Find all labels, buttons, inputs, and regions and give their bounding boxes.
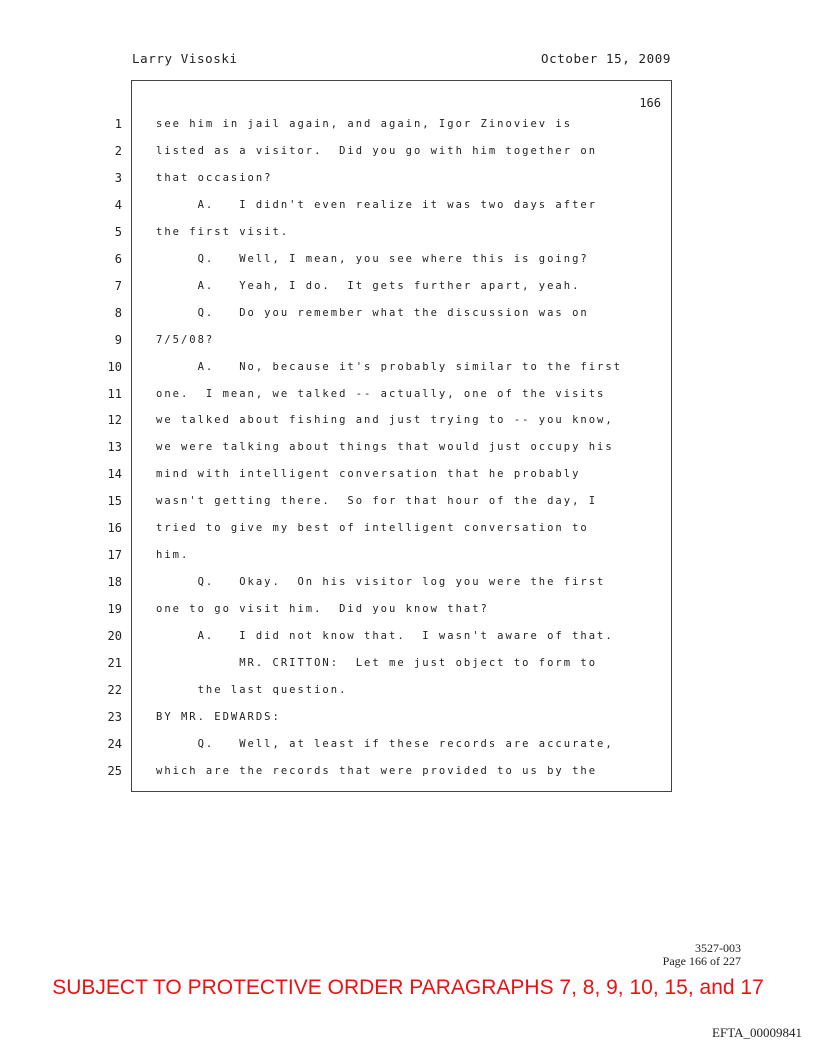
line-number: 2: [114, 143, 122, 158]
transcript-line: see him in jail again, and again, Igor Zinoviev is: [156, 118, 573, 130]
transcript-line: the last question.: [156, 683, 348, 696]
footer-document-id: [663, 942, 741, 968]
line-number: 23: [107, 709, 122, 724]
transcript-line: the first visit.: [156, 225, 290, 238]
page-header: [132, 51, 671, 66]
transcript-line: him.: [156, 549, 190, 562]
page-count-label: Page 166 of 227: [662, 954, 741, 968]
line-number: 10: [107, 359, 122, 374]
line-number: 25: [107, 763, 122, 778]
line-number: 21: [107, 656, 122, 670]
transcript-line: A. Yeah, I do. It gets further apart, yeah.: [156, 279, 581, 292]
line-number: 11: [107, 386, 122, 401]
transcript-line: BY MR. EDWARDS:: [156, 710, 281, 723]
transcript-line: mind with intelligent conversation that he probably: [156, 468, 581, 481]
transcript-line: Q. Well, I mean, you see where this is going?: [156, 252, 589, 265]
document-number: 3527-003: [695, 941, 741, 955]
line-number: 17: [107, 548, 122, 563]
line-number: 14: [107, 467, 122, 482]
transcript-line: Q. Well, at least if these records are accurate,: [156, 737, 614, 750]
line-number: 22: [107, 682, 122, 697]
transcript-line: that occasion?: [156, 171, 273, 184]
line-number: 15: [107, 494, 122, 509]
line-number: 13: [107, 440, 122, 455]
line-number: 12: [107, 413, 122, 428]
transcript-line: one to go visit him. Did you know that?: [156, 603, 489, 616]
line-number: 3: [114, 170, 122, 185]
transcript-line: 7/5/08?: [156, 333, 215, 346]
transcript-line: MR. CRITTON: Let me just object to form to: [156, 657, 598, 669]
transcript-line: wasn't getting there. So for that hour of the day, I: [156, 495, 598, 508]
line-number: 8: [114, 305, 122, 320]
line-number: 4: [114, 197, 122, 212]
line-number: 6: [114, 251, 122, 266]
line-number: 18: [107, 575, 122, 590]
line-number: 19: [107, 602, 122, 617]
transcript-line: A. I didn't even realize it was two days after: [156, 198, 598, 211]
transcript-line: A. No, because it's probably similar to the first: [156, 360, 623, 373]
transcript-line: one. I mean, we talked -- actually, one of the visits: [156, 387, 606, 400]
transcript-line: A. I did not know that. I wasn't aware of that.: [156, 630, 614, 643]
line-number: 16: [107, 521, 122, 536]
protective-order-notice: SUBJECT TO PROTECTIVE ORDER PARAGRAPHS 7, 8, 9, 10, 15, and 17: [52, 976, 764, 999]
transcript-line: Q. Do you remember what the discussion was on: [156, 306, 589, 319]
page-number: 166: [639, 96, 661, 110]
transcript-line: Q. Okay. On his visitor log you were the first: [156, 576, 606, 589]
transcript-line: tried to give my best of intelligent conversation to: [156, 522, 589, 535]
line-number: 1: [114, 117, 122, 131]
transcript-line: which are the records that were provided to us by the: [156, 764, 598, 777]
line-number: 24: [107, 736, 122, 751]
transcript-line: we talked about fishing and just trying to -- you know,: [156, 414, 614, 427]
line-number: 20: [107, 629, 122, 644]
transcript-line: we were talking about things that would just occupy his: [156, 441, 614, 454]
witness-name: Larry Visoski: [132, 51, 238, 66]
bates-number: EFTA_00009841: [712, 1025, 802, 1040]
transcript-line: listed as a visitor. Did you go with him together on: [156, 144, 598, 157]
deposition-date: October 15, 2009: [540, 51, 671, 66]
line-number: 9: [114, 332, 122, 347]
line-number: 5: [114, 224, 122, 239]
line-number: 7: [114, 278, 122, 293]
